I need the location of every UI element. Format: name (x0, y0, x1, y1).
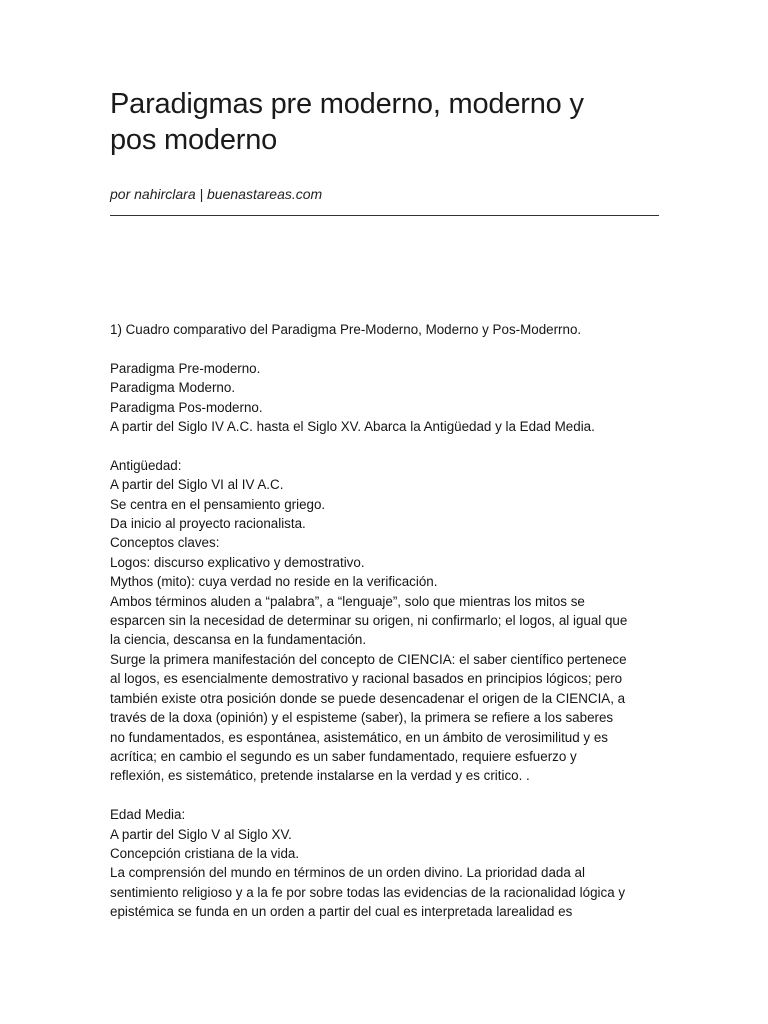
document-header (110, 86, 660, 216)
antiquity-line: acrítica; en cambio el segundo es un saber fundamentado, requiere esfuerzo y (110, 748, 577, 764)
title-line-1: Paradigmas pre moderno, moderno y (110, 88, 584, 120)
middle-ages-heading: Edad Media: (110, 807, 186, 823)
antiquity-line: no fundamentados, es espontánea, asistemático, en un ámbito de verosimilitud y es (110, 729, 608, 745)
antiquity-line: A partir del Siglo VI al IV A.C. (110, 477, 284, 493)
antiquity-line: través de la doxa (opinión) y el espisteme (saber), la primera se refiere a los saberes (110, 710, 614, 726)
antiquity-line: también existe otra posición donde se puede desencadenar el origen de la CIENCIA, a (110, 690, 626, 706)
intro-line: 1) Cuadro comparativo del Paradigma Pre-Moderno, Moderno y Pos-Moderrno. (110, 322, 582, 337)
antiquity-line: Se centra en el pensamiento griego. (110, 496, 326, 512)
antiquity-line: al logos, es esencialmente demostrativo y racional basados en principios lógicos; pero (110, 671, 623, 687)
paradigm-modern: Paradigma Moderno. (110, 380, 236, 396)
antiquity-line: Surge la primera manifestación del concepto de CIENCIA: el saber científico pertenece (110, 651, 627, 667)
antiquity-line: reflexión, es sistemático, pretende instalarse en la verdad y es critico. . (110, 768, 530, 784)
title-line-2: pos moderno (110, 124, 278, 156)
antiquity-line: esparcen sin la necesidad de determinar su origen, ni confirmarlo; el logos, al igual que (110, 613, 628, 629)
spacer (110, 436, 662, 455)
antiquity-line: Logos: discurso explicativo y demostrativo. (110, 554, 365, 570)
antiquity-line: Da inicio al proyecto racionalista. (110, 516, 306, 532)
paradigm-pos-modern: Paradigma Pos-moderno. (110, 399, 263, 415)
antiquity-line: Mythos (mito): cuya verdad no reside en la verificación. (110, 574, 438, 590)
paradigm-pre-modern: Paradigma Pre-moderno. (110, 360, 261, 376)
premodern-range: A partir del Siglo IV A.C. hasta el Siglo XV. Abarca la Antigüedad y la Edad Media. (110, 419, 595, 435)
antiquity-line: Conceptos claves: (110, 535, 220, 551)
spacer (110, 786, 662, 805)
antiquity-line: la ciencia, descansa en la fundamentación. (110, 632, 367, 648)
byline: por nahirclara | buenastareas.com (110, 186, 323, 202)
antiquity-heading: Antigüedad: (110, 457, 182, 473)
middle-ages-line: A partir del Siglo V al Siglo XV. (110, 826, 292, 842)
header-divider (110, 215, 659, 216)
spacer (110, 339, 662, 358)
antiquity-line: Ambos términos aluden a “palabra”, a “lenguaje”, solo que mientras los mitos se (110, 593, 585, 609)
middle-ages-line: Concepción cristiana de la vida. (110, 845, 300, 861)
document-body (110, 320, 662, 922)
middle-ages-line: sentimiento religioso y a la fe por sobre todas las evidencias de la racionalidad lógica y (110, 884, 626, 900)
middle-ages-line: La comprensión del mundo en términos de un orden divino. La prioridad dada al (110, 865, 585, 881)
document-title (110, 86, 660, 158)
middle-ages-line: epistémica se funda en un orden a partir del cual es interpretada larealidad es (110, 904, 573, 920)
